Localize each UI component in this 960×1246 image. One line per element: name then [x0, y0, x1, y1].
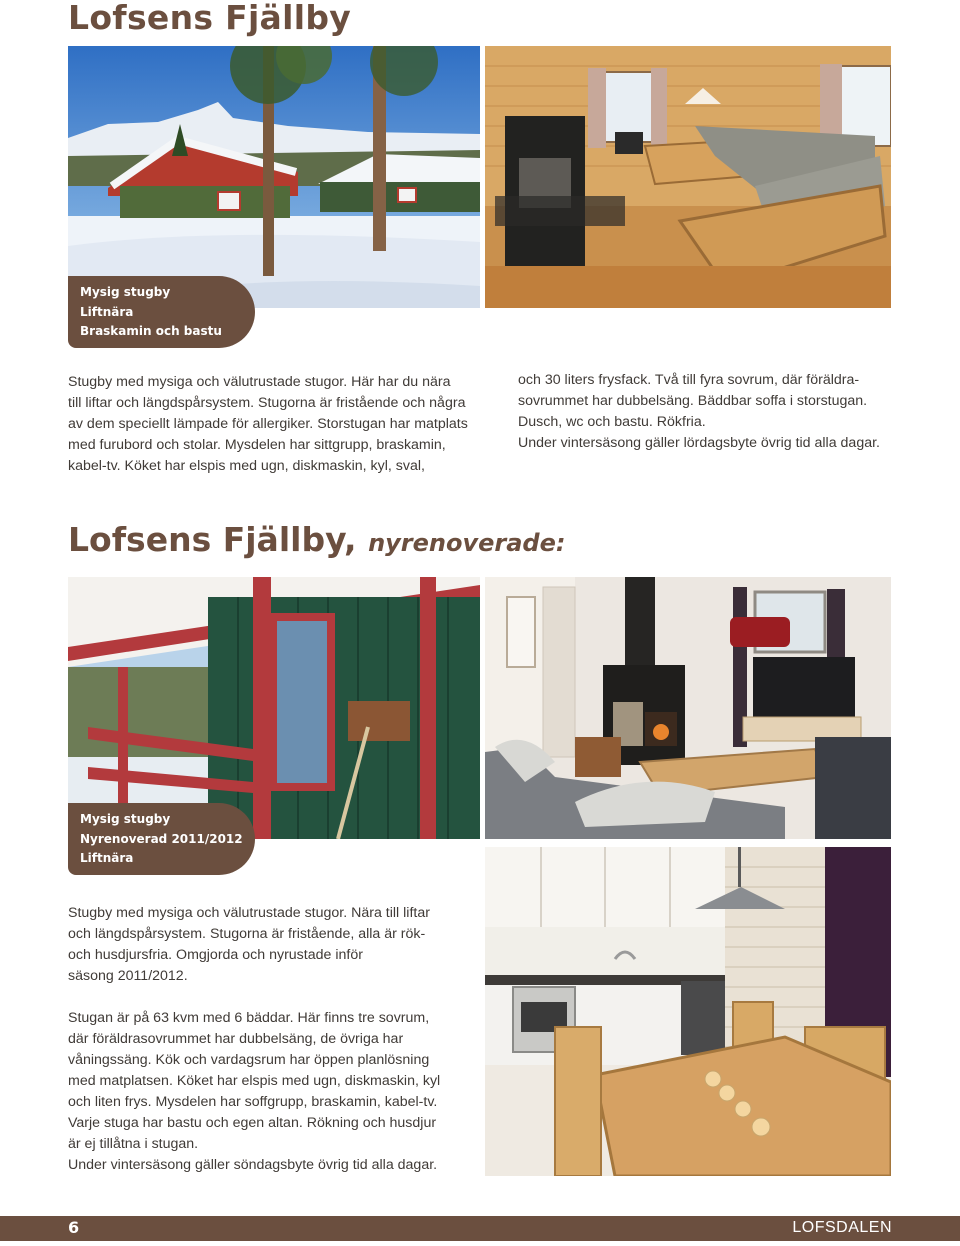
text-line: och längdspårsystem. Stugorna är fristående, alla är rök- [68, 926, 426, 942]
text-line: och husdjursfria. Omgjorda och nyrustade inför [68, 947, 363, 963]
text-line: Dusch, wc och bastu. Rökfria. [518, 414, 706, 430]
badge-line: Braskamin och bastu [80, 324, 222, 338]
badge-line: Nyrenoverad 2011/2012 [80, 831, 243, 846]
text-line: Stugby med mysiga och välutrustade stugor. Här har du nära [68, 374, 451, 390]
photo-cabins-winter [68, 46, 480, 308]
text-line: säsong 2011/2012. [68, 968, 188, 984]
text-line: av dem speciellt lämpade för allergiker. Storstugan har matplats [68, 416, 468, 432]
photo-cabin-porch [68, 577, 480, 839]
page-title: Lofsens Fjällby [68, 0, 352, 37]
photo-kitchen [485, 847, 891, 1176]
photo-living-room [485, 46, 891, 308]
text-line: kabel-tv. Köket har elspis med ugn, diskmaskin, kyl, sval, [68, 458, 425, 474]
text-line: och liten frys. Mysdelen har soffgrupp, braskamin, kabel-tv. [68, 1094, 438, 1110]
badge-line: Mysig stugby [80, 812, 171, 826]
text-line: och 30 liters frysfack. Två till fyra sovrum, där föräldra- [518, 372, 860, 388]
badge-line: Mysig stugby [80, 285, 171, 299]
feature-badge [68, 276, 255, 348]
text-line: där föräldrasovrummet har dubbelsäng, de övriga har [68, 1031, 404, 1047]
text-line: våningssäng. Kök och vardagsrum har öppen planlösning [68, 1052, 430, 1068]
section-title [68, 520, 566, 559]
photo-renovated-living-room [485, 577, 891, 839]
section-title-suffix: nyrenoverade: [368, 529, 566, 557]
page-number: 6 [68, 1218, 80, 1237]
badge-line: Liftnära [80, 304, 134, 319]
text-line: till liftar och längdspårsystem. Stugorna är fristående och några [68, 395, 466, 411]
text-line: sovrummet har dubbelsäng. Bäddbar soffa i storstugan. [518, 393, 868, 409]
description-left [68, 372, 468, 477]
text-line: Stugan är på 63 kvm med 6 bäddar. Här finns tre sovrum, [68, 1010, 430, 1026]
description-renovated [68, 903, 440, 1176]
text-line: Under vintersäsong gäller lördagsbyte övrig tid alla dagar. [518, 435, 880, 451]
description-right [518, 370, 880, 454]
badge-line: Liftnära [80, 851, 134, 865]
feature-badge-renovated [68, 803, 255, 875]
page-footer [0, 1216, 960, 1241]
text-line: med furubord och stolar. Mysdelen har sittgrupp, braskamin, [68, 437, 446, 453]
text-line: Under vintersäsong gäller söndagsbyte övrig tid alla dagar. [68, 1157, 438, 1173]
section-title-main: Lofsens Fjällby, [68, 520, 357, 559]
footer-region: LOFSDALEN [792, 1219, 892, 1236]
text-line: med matplatsen. Köket har elspis med ugn, diskmaskin, kyl [68, 1073, 441, 1089]
text-line: är ej tillåtna i stugan. [68, 1136, 199, 1152]
text-line: Stugby med mysiga och välutrustade stugor. Nära till liftar [68, 905, 430, 921]
text-line: Varje stuga har bastu och egen altan. Rökning och husdjur [68, 1115, 437, 1131]
